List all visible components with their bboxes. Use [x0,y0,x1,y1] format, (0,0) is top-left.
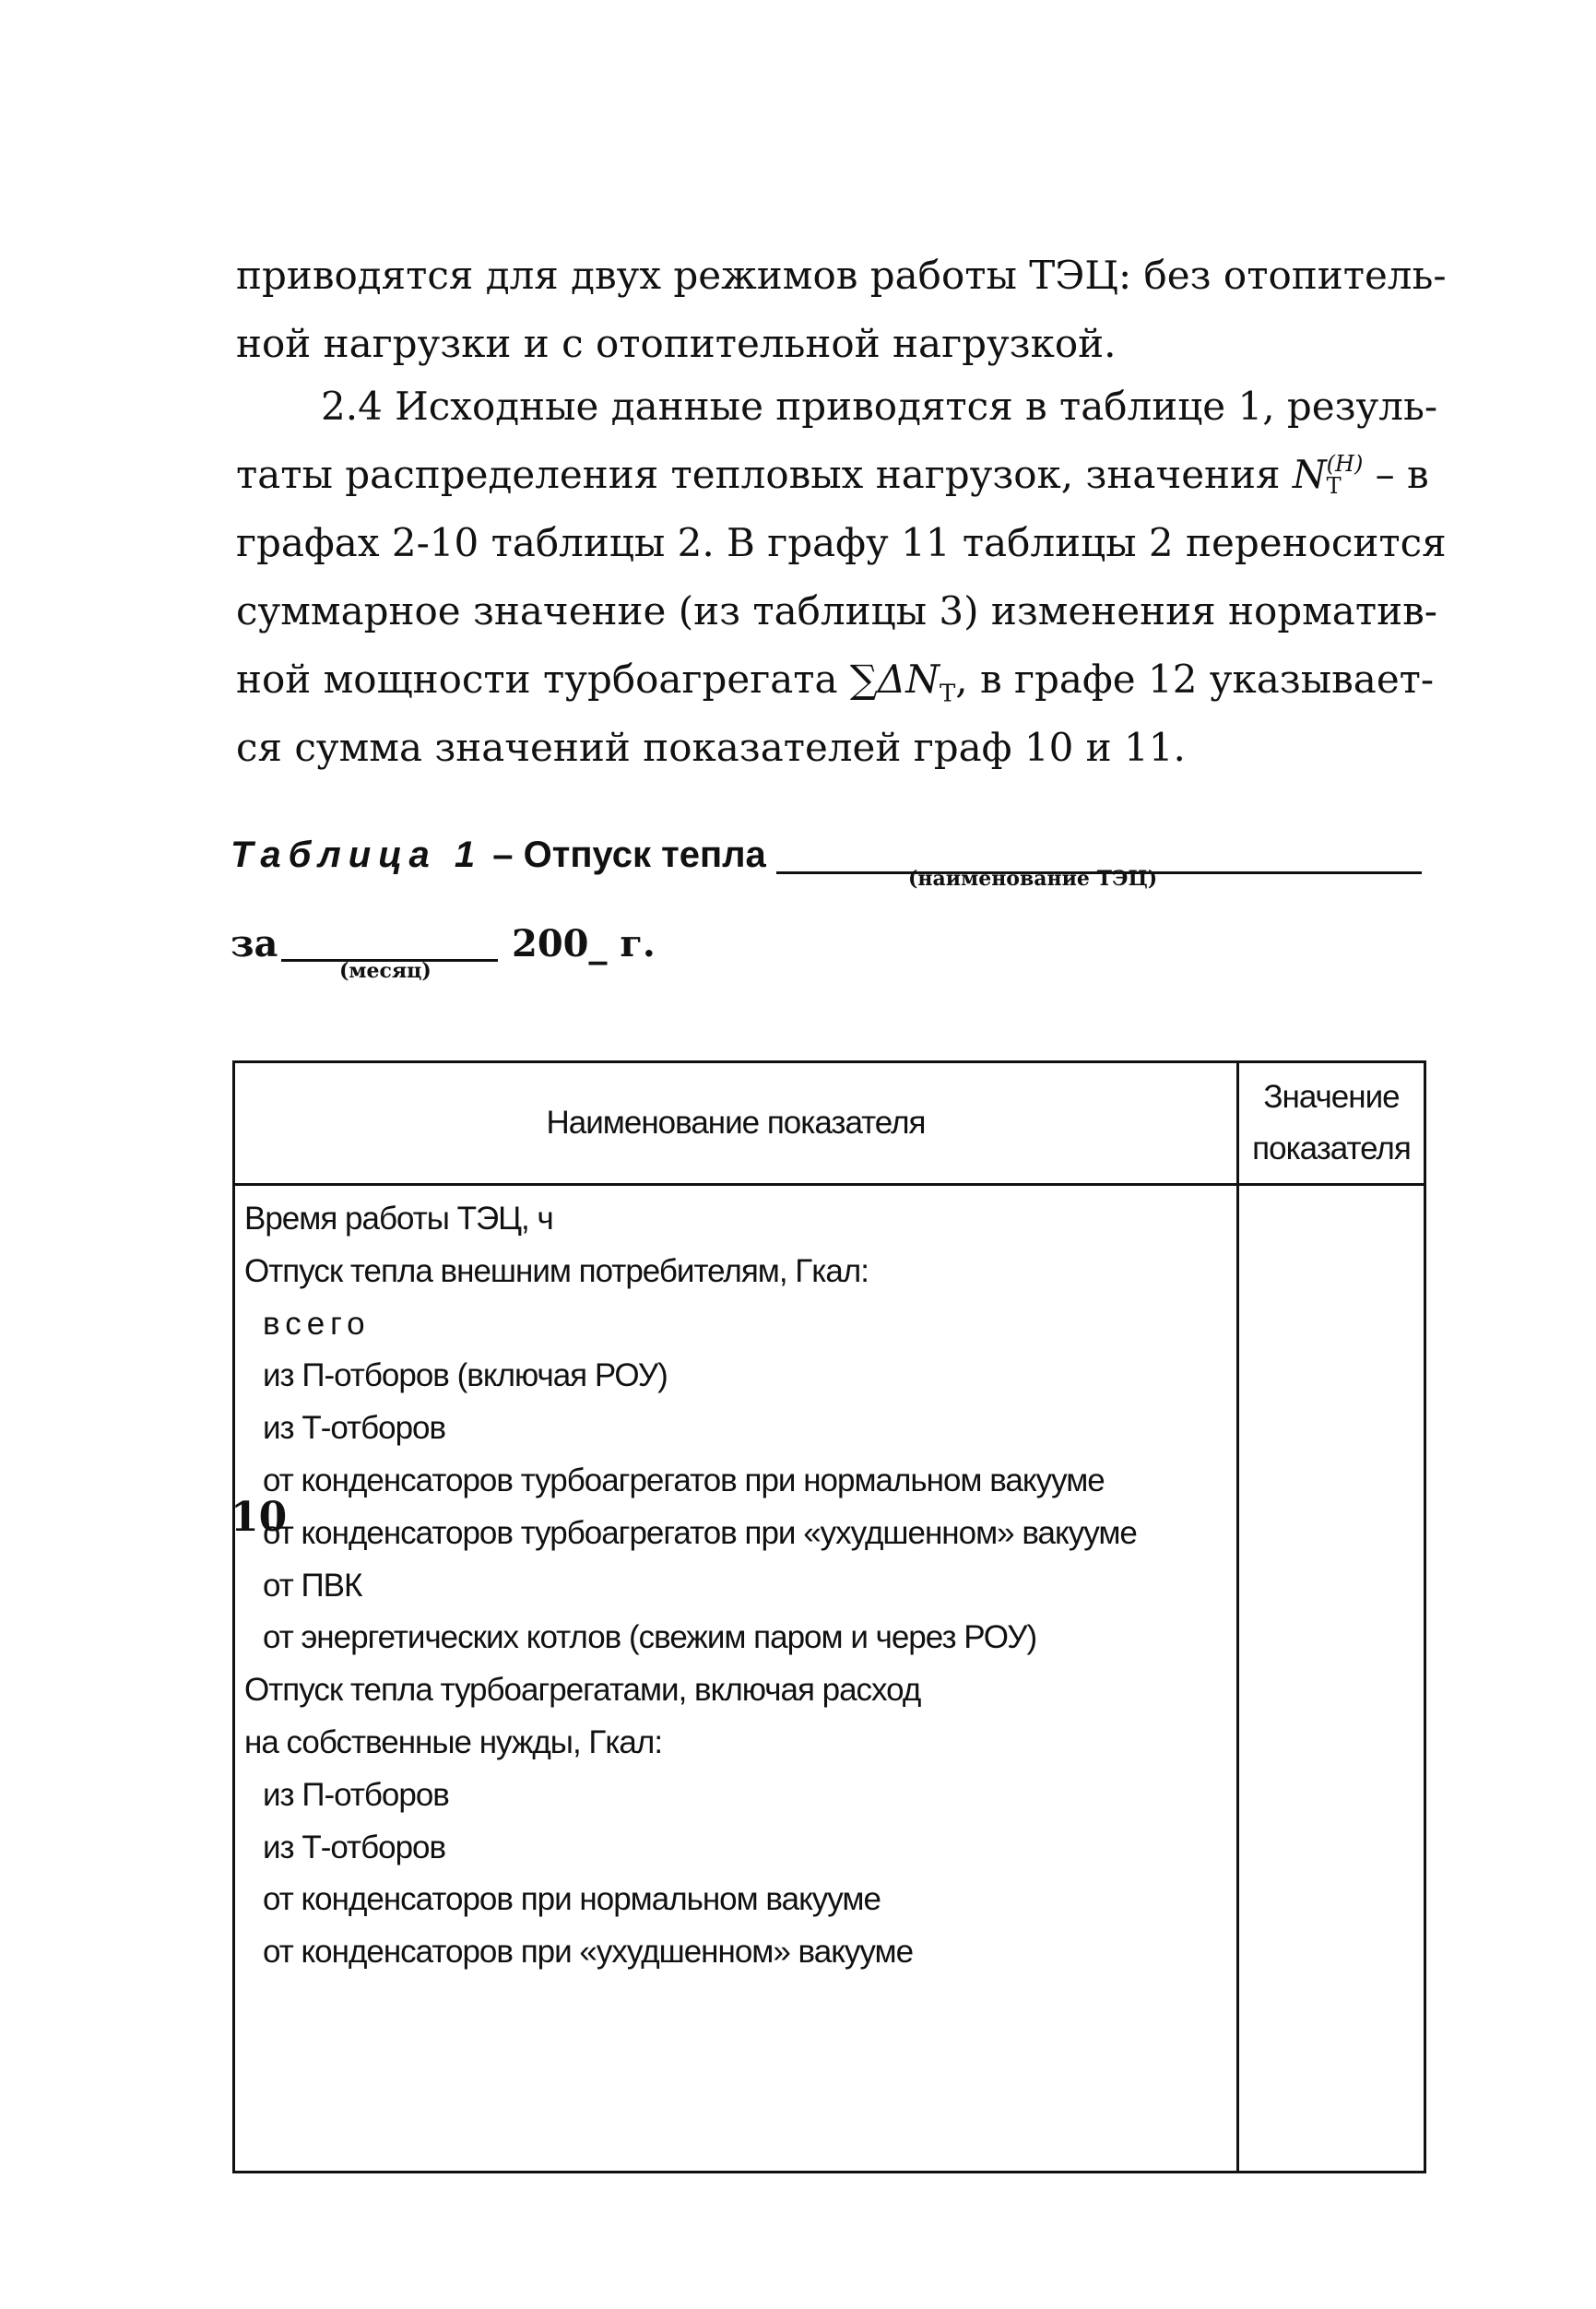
month-label: (месяц) [339,959,432,983]
heat-supply-table [232,1060,1426,2173]
paragraph-line: ся сумма значений показателей граф 10 и 11. [236,725,1186,770]
table-row: из Т-отборов [263,1829,446,1865]
table-row: от конденсаторов турбоагрегатов при «ухудшенном» вакууме [263,1514,1137,1551]
table-row: от конденсаторов при «ухудшенном» вакууме [263,1934,914,1971]
table-row: Время работы ТЭЦ, ч [244,1201,553,1237]
indicator-names-cell [234,1185,1238,2173]
table-row: всего [263,1305,371,1342]
table-row: Отпуск тепла турбоагрегатами, включая расход [244,1672,921,1709]
symbol-superscript: (H) [1326,451,1364,477]
header-indicator-value [1238,1062,1425,1185]
paragraph-line: 2.4 Исходные данные приводятся в таблице 1, резуль- [321,384,1438,429]
symbol-sum-delta-n [849,657,956,708]
indicator-values-cell[interactable] [1238,1185,1425,2173]
table-header-row [234,1062,1425,1185]
symbol-letter: N [1292,452,1327,497]
paragraph-line: суммарное значение (из таблицы 3) изменения норматив- [236,588,1437,633]
tec-name-label: (наименование ТЭЦ) [908,867,1158,891]
header-value-line: Значение [1263,1079,1400,1115]
period-prefix: за [231,922,278,965]
table-row: от энергетических котлов (свежим паром и через РОУ) [263,1619,1037,1656]
table-row: Отпуск тепла внешним потребителям, Гкал: [244,1252,869,1289]
table-body-row [234,1185,1425,2173]
paragraph-line: приводятся для двух режимов работы ТЭЦ: без отопитель- [236,253,1447,298]
table-row: от конденсаторов при нормальном вакууме [263,1881,881,1918]
text-run: , в графе 12 указывает- [955,657,1435,702]
paragraph-line: ной нагрузки и с отопительной нагрузкой. [236,321,1117,366]
table-row: от конденсаторов турбоагрегатов при нормальном вакууме [263,1462,1105,1498]
symbol-n-t-h [1293,452,1363,497]
table-row: из П-отборов [263,1776,449,1813]
table-caption [231,835,766,876]
symbol-subscript: Т [1326,473,1342,499]
table-row: от ПВК [263,1567,362,1604]
table-row: из Т-отборов [263,1410,446,1447]
page-number: 10 [231,1494,288,1541]
caption-label: Таблица 1 [231,835,483,875]
caption-title: – Отпуск тепла [482,835,766,875]
paragraph-line [236,645,1453,714]
header-value-line: показателя [1252,1131,1411,1166]
symbol-subscript: Т [939,680,956,708]
symbol-indices [1327,453,1364,497]
text-run: – в [1363,452,1429,497]
paragraph-line: графах 2-10 таблицы 2. В графу 11 таблицы 2 переносится [236,520,1447,565]
text-run: ной мощности турбоагрегата [236,657,850,702]
paragraph-2-4 [236,373,1453,782]
table-row: из П-отборов (включая РОУ) [263,1357,668,1394]
paragraph-line [236,441,1453,509]
year-field: 200_ г. [512,922,656,965]
table-row: на собственные нужды, Гкал: [244,1723,663,1760]
paragraph-intro [236,242,1453,378]
header-indicator-name: Наименование показателя [234,1062,1238,1185]
text-run: таты распределения тепловых нагрузок, значения [236,452,1293,497]
symbol-letter: ∑ΔN [849,657,940,702]
